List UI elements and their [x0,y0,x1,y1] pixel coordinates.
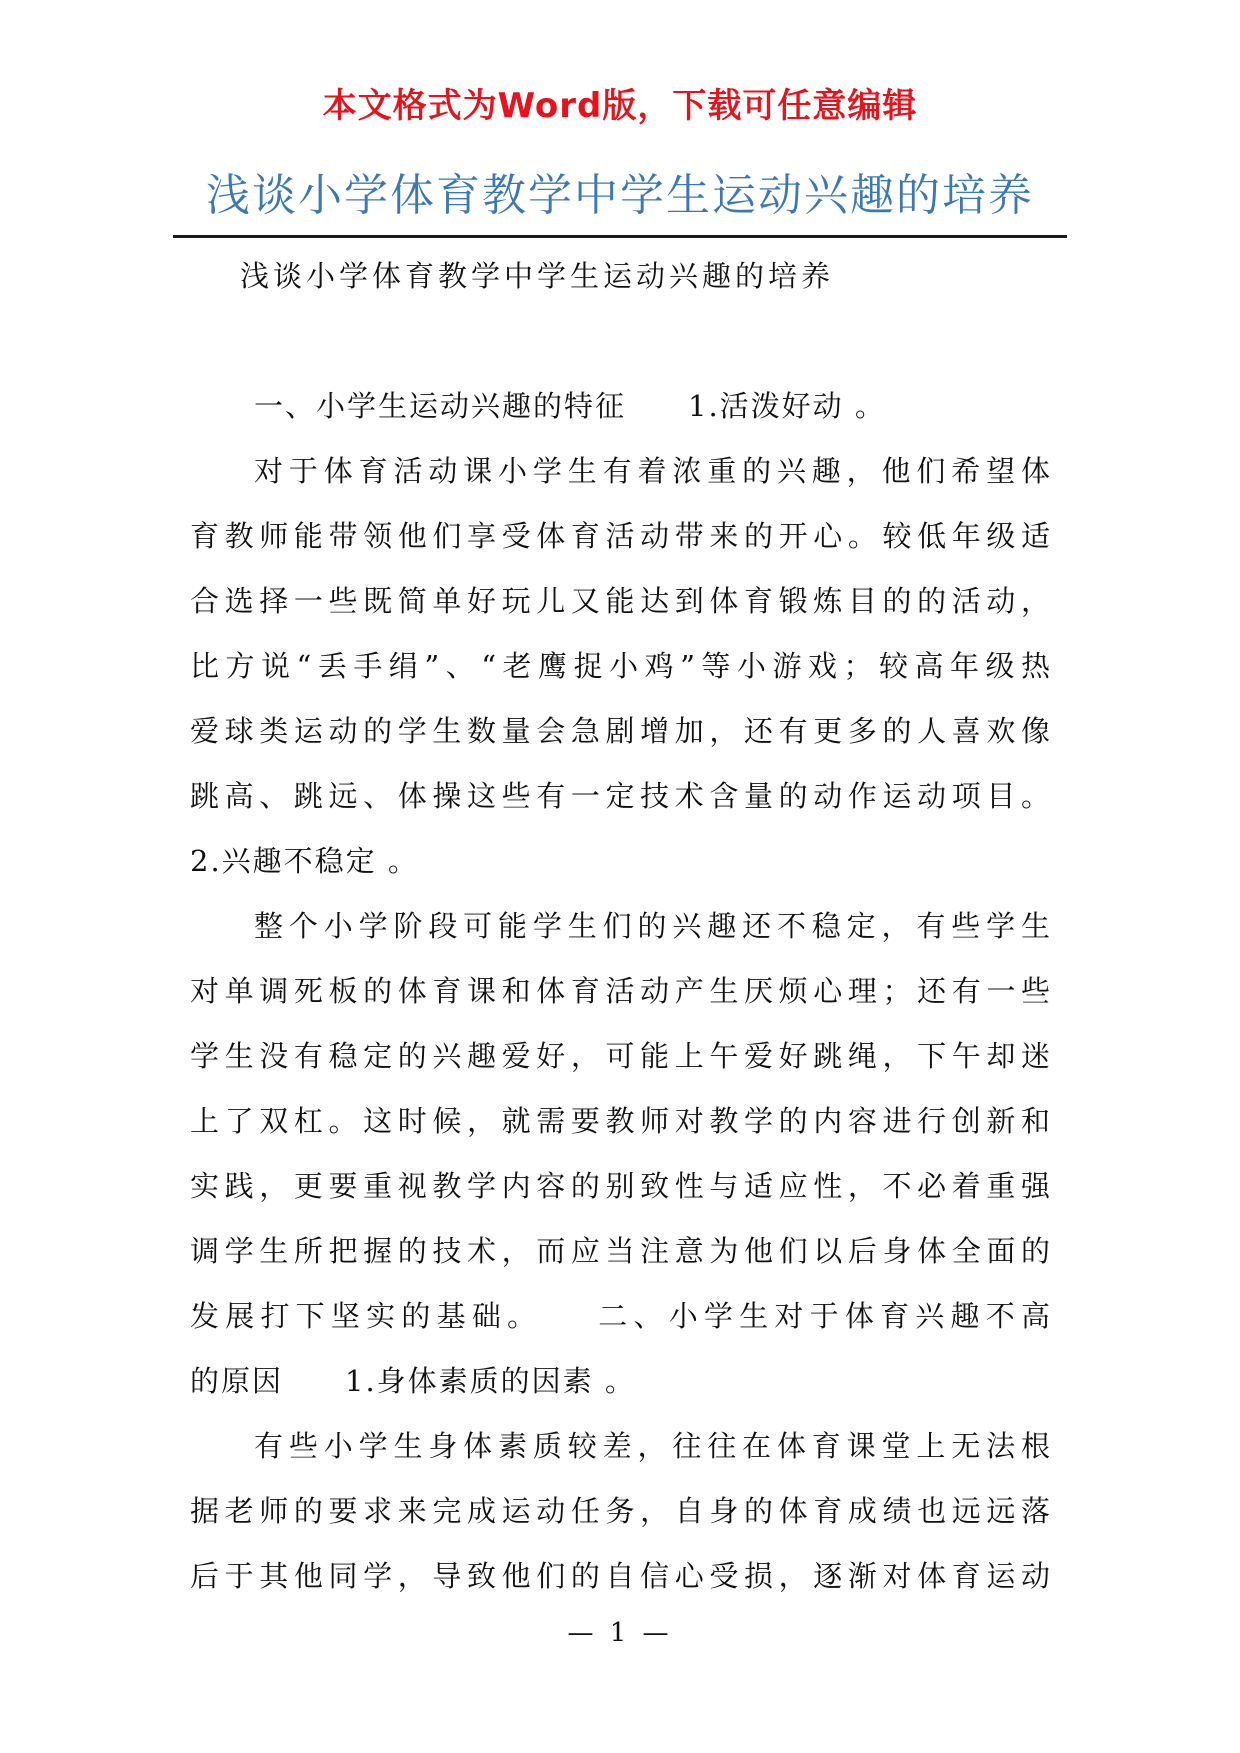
paragraph-line: 比方说“丢手绢”、“老鹰捉小鸡”等小游戏；较高年级热 [190,649,1052,683]
title-divider [173,235,1067,238]
subsection-heading-2: 2.兴趣不稳定 。 [190,844,419,878]
paragraph-line: 学生没有稳定的兴趣爱好，可能上午爱好跳绳，下午却迷 [190,1039,1052,1073]
document-title: 浅谈小学体育教学中学生运动兴趣的培养 [206,170,1034,221]
paragraph-line: 跳高、跳远、体操这些有一定技术含量的动作运动项目。 [190,779,1052,813]
article-body [190,380,1052,1615]
paragraph-line: 对单调死板的体育课和体育活动产生厌烦心理；还有一些 [190,974,1052,1008]
paragraph-line: 对于体育活动课小学生有着浓重的兴趣，他们希望体 [254,454,1052,488]
paragraph-line: 有些小学生身体素质较差，往往在体育课堂上无法根 [254,1429,1052,1463]
paragraph-line: 育教师能带领他们享受体育活动带来的开心。较低年级适 [190,519,1052,553]
section-heading-2: 的原因 1.身体素质的因素 。 [190,1364,636,1398]
paragraph-line: 后于其他同学，导致他们的自信心受损，逐渐对体育运动 [190,1559,1052,1593]
paragraph-line: 合选择一些既简单好玩儿又能达到体育锻炼目的的活动， [190,584,1052,618]
paragraph-line: 调学生所把握的技术，而应当注意为他们以后身体全面的 [190,1234,1052,1268]
word-format-banner: 本文格式为Word版，下载可任意编辑 [322,86,918,126]
paragraph-line: 上了双杠。这时候，就需要教师对教学的内容进行创新和 [190,1104,1052,1138]
paragraph-line: 爱球类运动的学生数量会急剧增加，还有更多的人喜欢像 [190,714,1052,748]
article-heading: 浅谈小学体育教学中学生运动兴趣的培养 [240,259,835,293]
paragraph-line: 据老师的要求来完成运动任务，自身的体育成绩也远远落 [190,1494,1052,1528]
section-heading-1: 一、小学生运动兴趣的特征 1.活泼好动 。 [254,389,886,423]
page-number: — 1 — [567,1618,673,1648]
paragraph-line: 发展打下坚实的基础。 二、小学生对于体育兴趣不高 [190,1299,1052,1333]
paragraph-line: 整个小学阶段可能学生们的兴趣还不稳定，有些学生 [254,909,1052,943]
paragraph-line: 实践，更要重视教学内容的别致性与适应性，不必着重强 [190,1169,1052,1203]
